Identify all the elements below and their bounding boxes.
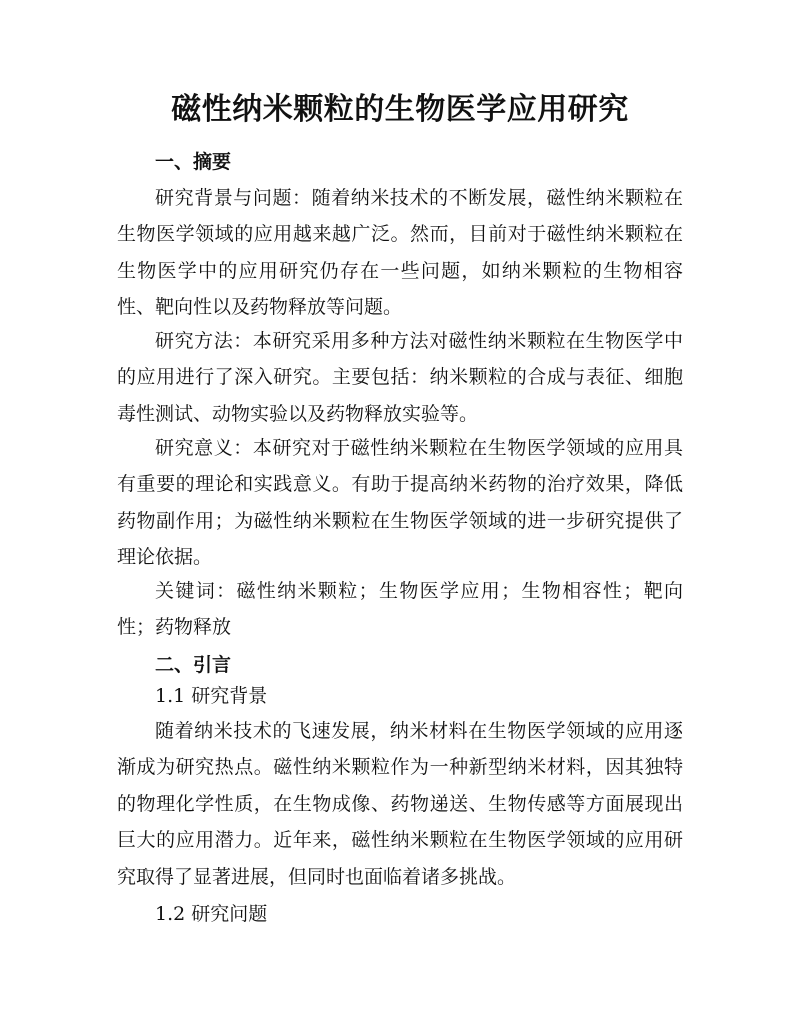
paragraph-research-significance: 研究意义：本研究对于磁性纳米颗粒在生物医学领域的应用具有重要的理论和实践意义。有助于提高纳米药物的治疗效果，降低药物副作用；为磁性纳米颗粒在生物医学领域的进一步研究提供了理论依据。 <box>117 437 683 569</box>
section-heading-abstract: 一、摘要 <box>155 151 232 173</box>
paragraph-keywords: 关键词：磁性纳米颗粒；生物医学应用；生物相容性；靶向性；药物释放 <box>117 580 683 639</box>
paragraph-research-background: 研究背景与问题：随着纳米技术的不断发展，磁性纳米颗粒在生物医学领域的应用越来越广泛。然而，目前对于磁性纳米颗粒在生物医学中的应用研究仍存在一些问题，如纳米颗粒的生物相容性、靶向性以及药物释放等问题。 <box>117 187 683 319</box>
subsection-heading-1-2: 1.2 研究问题 <box>155 903 268 925</box>
page-title: 磁性纳米颗粒的生物医学应用研究 <box>171 92 629 127</box>
paragraph-introduction-background: 随着纳米技术的飞速发展，纳米材料在生物医学领域的应用逐渐成为研究热点。磁性纳米颗粒作为一种新型纳米材料，因其独特的物理化学性质，在生物成像、药物递送、生物传感等方面展现出巨大的应用潜力。近年来，磁性纳米颗粒在生物医学领域的应用研究取得了显著进展，但同时也面临着诸多挑战。 <box>117 720 683 888</box>
section-heading-introduction: 二、引言 <box>155 654 232 676</box>
paragraph-research-method: 研究方法：本研究采用多种方法对磁性纳米颗粒在生物医学中的应用进行了深入研究。主要包括：纳米颗粒的合成与表征、细胞毒性测试、动物实验以及药物释放实验等。 <box>117 330 683 425</box>
subsection-heading-1-1: 1.1 研究背景 <box>155 685 268 707</box>
